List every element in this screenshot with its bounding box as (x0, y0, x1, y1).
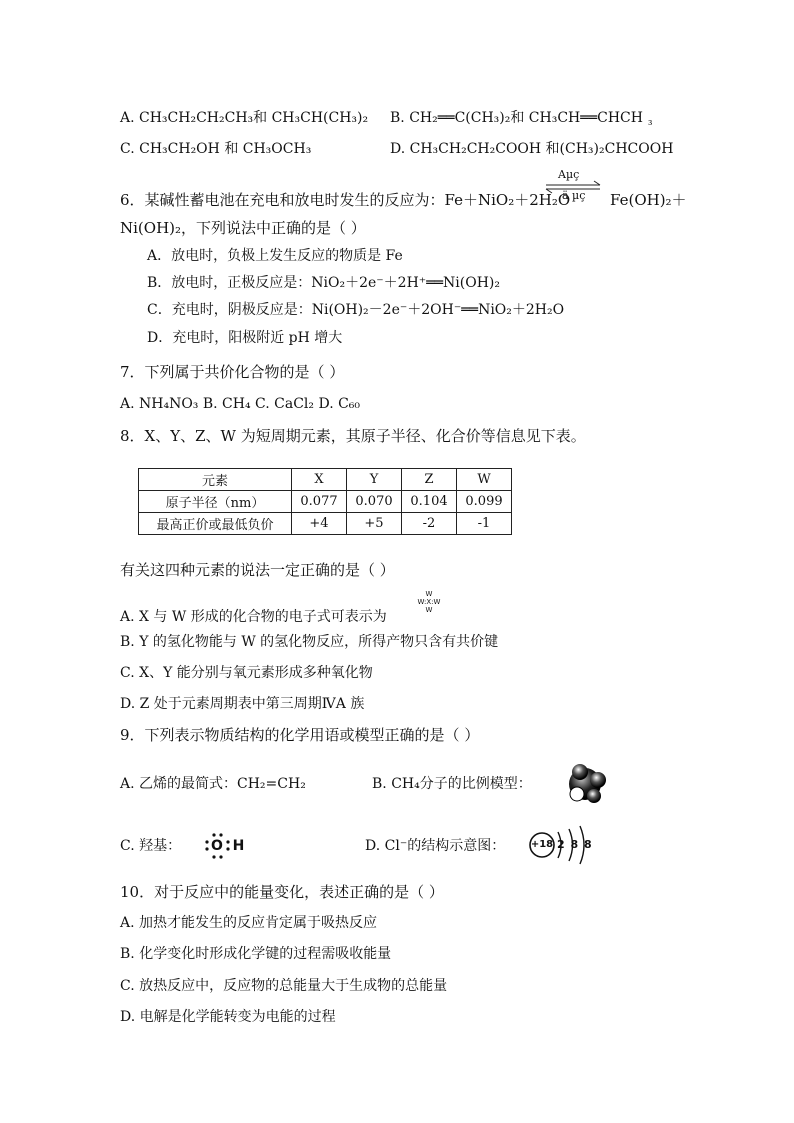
q5-option-a: A. CH₃CH₂CH₂CH₃和 CH₃CH(CH₃)₂ (120, 110, 369, 126)
table-row (139, 491, 512, 513)
element-table (138, 468, 512, 535)
q10-option-c: C. 放热反应中，反应物的总能量大于生成物的总能量 (120, 978, 448, 994)
reversible-arrow (542, 170, 604, 210)
q5-option-b: B. CH₂══C(CH₃)₂和 CH₃CH══CHCH (390, 110, 643, 126)
q6-stem-line2: Ni(OH)₂，下列说法中正确的是（ ） (120, 219, 366, 237)
electron-formula: W W:X:W W (417, 590, 441, 614)
q6-stem: 6．某碱性蓄电池在充电和放电时发生的反应为：Fe＋NiO₂＋2H₂O (120, 191, 571, 209)
q10-stem: 10．对于反应中的能量变化，表述正确的是（ ） (120, 883, 444, 901)
arrow-bottom-label: ä µç (562, 189, 586, 202)
table-cell: 0.077 (292, 491, 347, 513)
q8-stem: 8．X、Y、Z、W 为短周期元素，其原子半径、化合价等信息见下表。 (120, 427, 586, 445)
q8-option-c: C. X、Y 能分别与氧元素形成多种氧化物 (120, 665, 373, 681)
q8-option-d: D. Z 处于元素周期表中第三周期ⅣA 族 (120, 696, 365, 712)
hydroxyl-electron-formula: O H (204, 832, 254, 860)
q9-option-c: C. 羟基： (120, 838, 182, 854)
table-cell: +5 (347, 513, 402, 535)
q8-option-b: B. Y 的氢化物能与 W 的氢化物反应，所得产物只含有共价键 (120, 634, 499, 650)
q5-option-d: D. CH₃CH₂CH₂COOH 和(CH₃)₂CHCOOH (390, 141, 674, 157)
q5-option-c: C. CH₃CH₂OH 和 CH₃OCH₃ (120, 141, 312, 157)
q7-options: A. NH₄NO₃ B. CH₄ C. CaCl₂ D. C₆₀ (120, 396, 361, 412)
q10-option-d: D. 电解是化学能转变为电能的过程 (120, 1009, 336, 1025)
table-cell: -2 (402, 513, 457, 535)
table-cell: 最高正价或最低负价 (139, 513, 292, 535)
q6-stem-tail: Fe(OH)₂＋ (610, 191, 687, 209)
q8-option-a: A. X 与 W 形成的化合物的电子式可表示为 (120, 609, 387, 625)
q5-option-b-tail: ₃ (648, 115, 653, 128)
q10-option-a: A. 加热才能发生的反应肯定属于吸热反应 (120, 915, 378, 931)
table-cell: 0.070 (347, 491, 402, 513)
table-cell: 0.099 (457, 491, 512, 513)
table-cell: Z (402, 469, 457, 491)
table-cell: 元素 (139, 469, 292, 491)
table-cell: -1 (457, 513, 512, 535)
q9-option-d: D. Cl⁻的结构示意图： (365, 838, 506, 854)
q7-stem: 7．下列属于共价化合物的是（ ） (120, 363, 345, 381)
q9-option-b: B. CH₄分子的比例模型： (372, 776, 532, 792)
table-cell: 原子半径（nm） (139, 491, 292, 513)
table-cell: 0.104 (402, 491, 457, 513)
q10-option-b: B. 化学变化时形成化学键的过程需吸收能量 (120, 946, 392, 962)
q9-stem: 9．下列表示物质结构的化学用语或模型正确的是（ ） (120, 726, 480, 744)
ch4-space-filling-model-icon (560, 762, 610, 804)
q6-option-d: D．充电时，阳极附近 pH 增大 (147, 330, 343, 346)
q9-option-a: A. 乙烯的最简式：CH₂=CH₂ (120, 776, 306, 792)
arrow-top-label: Aµç (558, 168, 580, 181)
table-cell: +4 (292, 513, 347, 535)
cl-ion-structure-diagram: +18 2 8 8 (528, 824, 594, 866)
q6-option-b: B．放电时，正极反应是：NiO₂＋2e⁻＋2H⁺══Ni(OH)₂ (147, 275, 501, 291)
q6-option-c: C．充电时，阴极反应是：Ni(OH)₂－2e⁻＋2OH⁻══NiO₂＋2H₂O (147, 302, 565, 318)
table-cell: X (292, 469, 347, 491)
table-cell: W (457, 469, 512, 491)
q6-option-a: A．放电时，负极上发生反应的物质是 Fe (147, 248, 403, 264)
q8-question: 有关这四种元素的说法一定正确的是（ ） (120, 561, 395, 579)
table-row (139, 513, 512, 535)
table-cell: Y (347, 469, 402, 491)
table-row (139, 469, 512, 491)
